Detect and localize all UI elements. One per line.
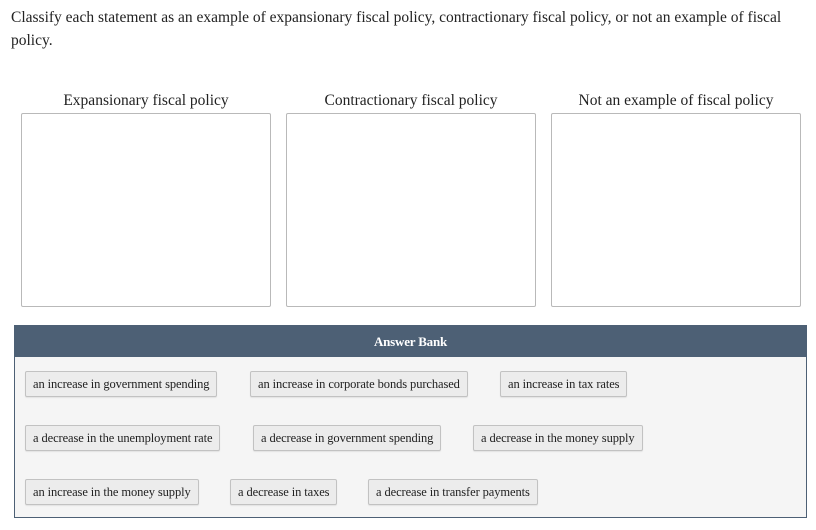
bin-label-expansionary: Expansionary fiscal policy: [63, 92, 229, 109]
answer-chip[interactable]: an increase in corporate bonds purchased: [250, 371, 468, 397]
answer-bank-title: Answer Bank: [15, 326, 806, 357]
answer-chip[interactable]: a decrease in transfer payments: [368, 479, 538, 505]
answer-chip[interactable]: a decrease in taxes: [230, 479, 337, 505]
drop-zone-not-fiscal[interactable]: [551, 113, 801, 307]
answer-chip[interactable]: a decrease in government spending: [253, 425, 441, 451]
drop-zone-expansionary[interactable]: [21, 113, 271, 307]
question-prompt: Classify each statement as an example of expansionary fiscal policy, contractionary fiscal policy, or not an example of fiscal policy.: [11, 9, 782, 49]
bin-label-contractionary: Contractionary fiscal policy: [324, 92, 498, 109]
bin-label-not-fiscal: Not an example of fiscal policy: [578, 92, 774, 109]
answer-chip[interactable]: an increase in the money supply: [25, 479, 199, 505]
answer-bank: [14, 325, 807, 518]
drop-zone-contractionary[interactable]: [286, 113, 536, 307]
answer-chip[interactable]: an increase in tax rates: [500, 371, 627, 397]
answer-chip[interactable]: a decrease in the unemployment rate: [25, 425, 220, 451]
answer-chip[interactable]: a decrease in the money supply: [473, 425, 643, 451]
answer-chip[interactable]: an increase in government spending: [25, 371, 217, 397]
